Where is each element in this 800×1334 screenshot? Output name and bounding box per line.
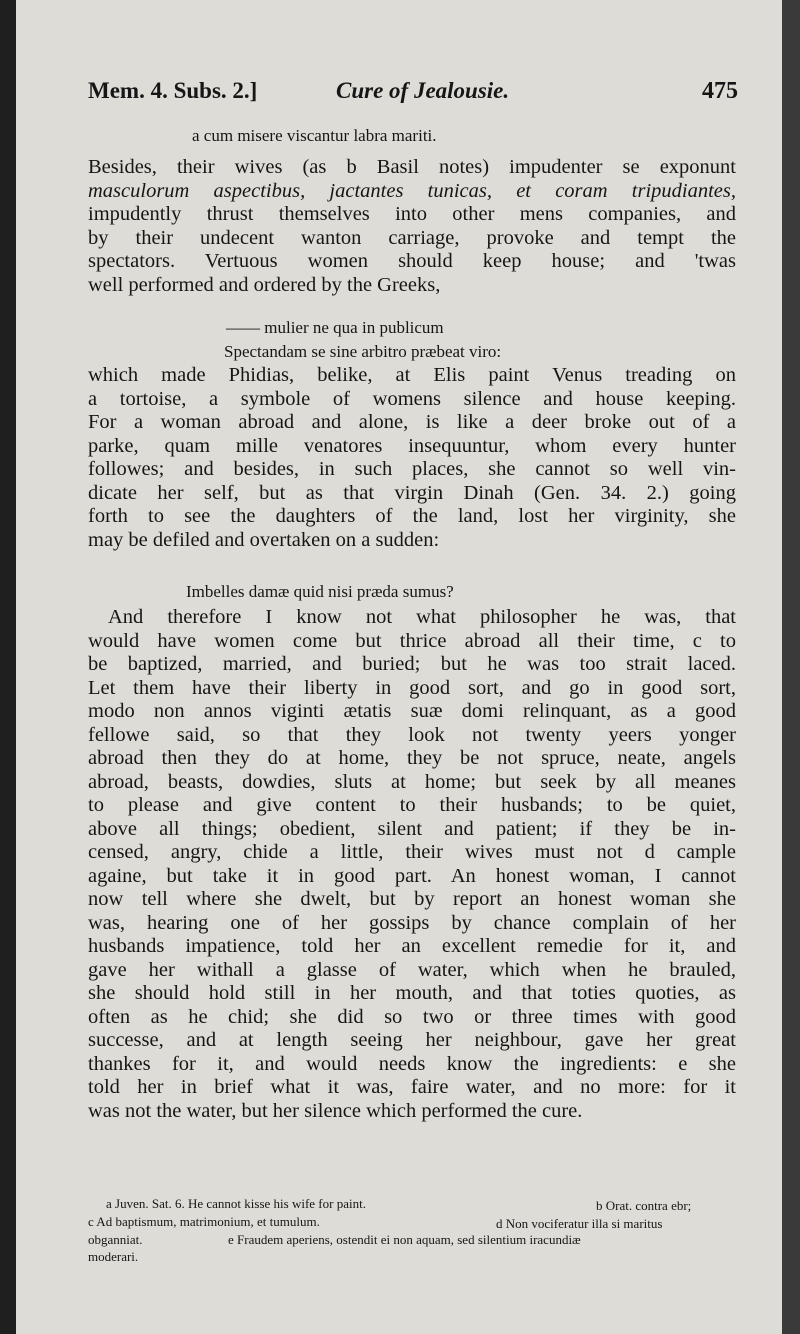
paragraph-1 [88, 156, 736, 297]
text-line: now tell where she dwelt, but by report an honest woman she [88, 888, 736, 910]
text-line: gave her withall a glasse of water, which when he brauled, [88, 958, 736, 981]
verse-line: Spectandam se sine arbitro præbeat viro: [224, 342, 502, 361]
page-number: 475 [702, 78, 738, 104]
verse-quotation-a: a cum misere viscantur labra mariti. [192, 126, 437, 145]
running-header [88, 78, 738, 112]
text-line: forth to see the daughters of the land, lost her virginity, she [88, 505, 736, 527]
text-line: dicate her self, but as that virgin Dinah (Gen. 34. 2.) going [88, 481, 736, 504]
text-line: parke, quam mille venatores insequuntur, whom every hunter [88, 434, 736, 457]
footnote-e-continued: moderari. [88, 1249, 139, 1264]
footnote-d-continued: obganniat. [88, 1232, 143, 1247]
text-line: Let them have their liberty in good sort, and go in good sort, [88, 676, 736, 699]
text-line: often as he chid; she did so two or three times with good [88, 1005, 736, 1028]
body-text [88, 156, 736, 297]
verse-quotation-low: Imbelles damæ quid nisi præda sumus? [186, 582, 454, 601]
text-line: she should hold still in her mouth, and that toties quoties, as [88, 982, 736, 1004]
text-line: told her in brief what it was, faire water, and no more: for it [88, 1076, 736, 1098]
text-line: was not the water, but her silence which performed the cure. [88, 1099, 583, 1122]
footnote-b: b Orat. contra ebr; [596, 1198, 692, 1213]
text-line: impudently thrust themselves into other mens companies, and [88, 203, 736, 225]
text-line: was, hearing one of her gossips by chance complain of her [88, 911, 736, 934]
text-line: may be defiled and overtaken on a sudden: [88, 528, 440, 551]
footnote-e: e Fraudem aperiens, ostendit ei non aquam, sed silentium iracundiæ [228, 1232, 581, 1247]
page-title: Cure of Jealousie. [336, 78, 510, 103]
text-line: which made Phidias, belike, at Elis paint Venus treading on [88, 364, 736, 386]
verse-line: —— mulier ne qua in publicum [226, 318, 444, 337]
text-line: fellowe said, so that they look not twenty yeers yonger [88, 723, 736, 746]
text-line: thankes for it, and would needs know the ingredients: e she [88, 1052, 736, 1075]
text-line: masculorum aspectibus, jactantes tunicas, et coram tripudiantes, [88, 179, 736, 202]
text-line: againe, but take it in good part. An honest woman, I cannot [88, 864, 736, 887]
text-line: by their undecent wanton carriage, provoke and tempt the [88, 226, 736, 249]
text-line: be baptized, married, and buried; but he was too strait laced. [88, 653, 736, 675]
text-line: a tortoise, a symbole of womens silence and house keeping. [88, 387, 736, 410]
paragraph-2 [88, 364, 736, 552]
paragraph-3 [88, 606, 736, 1123]
footnote-d: d Non vociferatur illa si maritus [496, 1216, 663, 1231]
text-line: would have women come but thrice abroad all their time, c to [88, 629, 736, 652]
text-line: husbands impatience, told her an excellent remedie for it, and [88, 935, 736, 957]
text-line: to please and give content to their husbands; to be quiet, [88, 794, 736, 816]
text-line: abroad then they do at home, they be not spruce, neate, angels [88, 747, 736, 769]
footnote-c: c Ad baptismum, matrimonium, et tumulum. [88, 1214, 320, 1229]
text-line: modo non annos viginti ætatis suæ domi relinquant, as a good [88, 700, 736, 722]
text-line: For a woman abroad and alone, is like a deer broke out of a [88, 411, 736, 433]
text-line: Besides, their wives (as b Basil notes) impudenter se exponunt [88, 156, 736, 178]
book-page [16, 0, 782, 1334]
text-line: successe, and at length seeing her neighbour, gave her great [88, 1029, 736, 1051]
text-line: And therefore I know not what philosopher he was, that [108, 606, 736, 628]
text-line: censed, angry, chide a little, their wives must not d cample [88, 841, 736, 863]
text-line: above all things; obedient, silent and patient; if they be in- [88, 817, 736, 840]
text-line: well performed and ordered by the Greeks, [88, 273, 441, 296]
text-line: abroad, beasts, dowdies, sluts at home; but seek by all meanes [88, 770, 736, 793]
text-line: followes; and besides, in such places, she cannot so well vin- [88, 458, 736, 480]
page-edge-shadow [782, 0, 800, 1334]
text-line: spectators. Vertuous women should keep house; and 'twas [88, 250, 736, 272]
footnote-a: a Juven. Sat. 6. He cannot kisse his wife for paint. [106, 1196, 366, 1211]
section-reference: Mem. 4. Subs. 2.] [88, 78, 258, 103]
